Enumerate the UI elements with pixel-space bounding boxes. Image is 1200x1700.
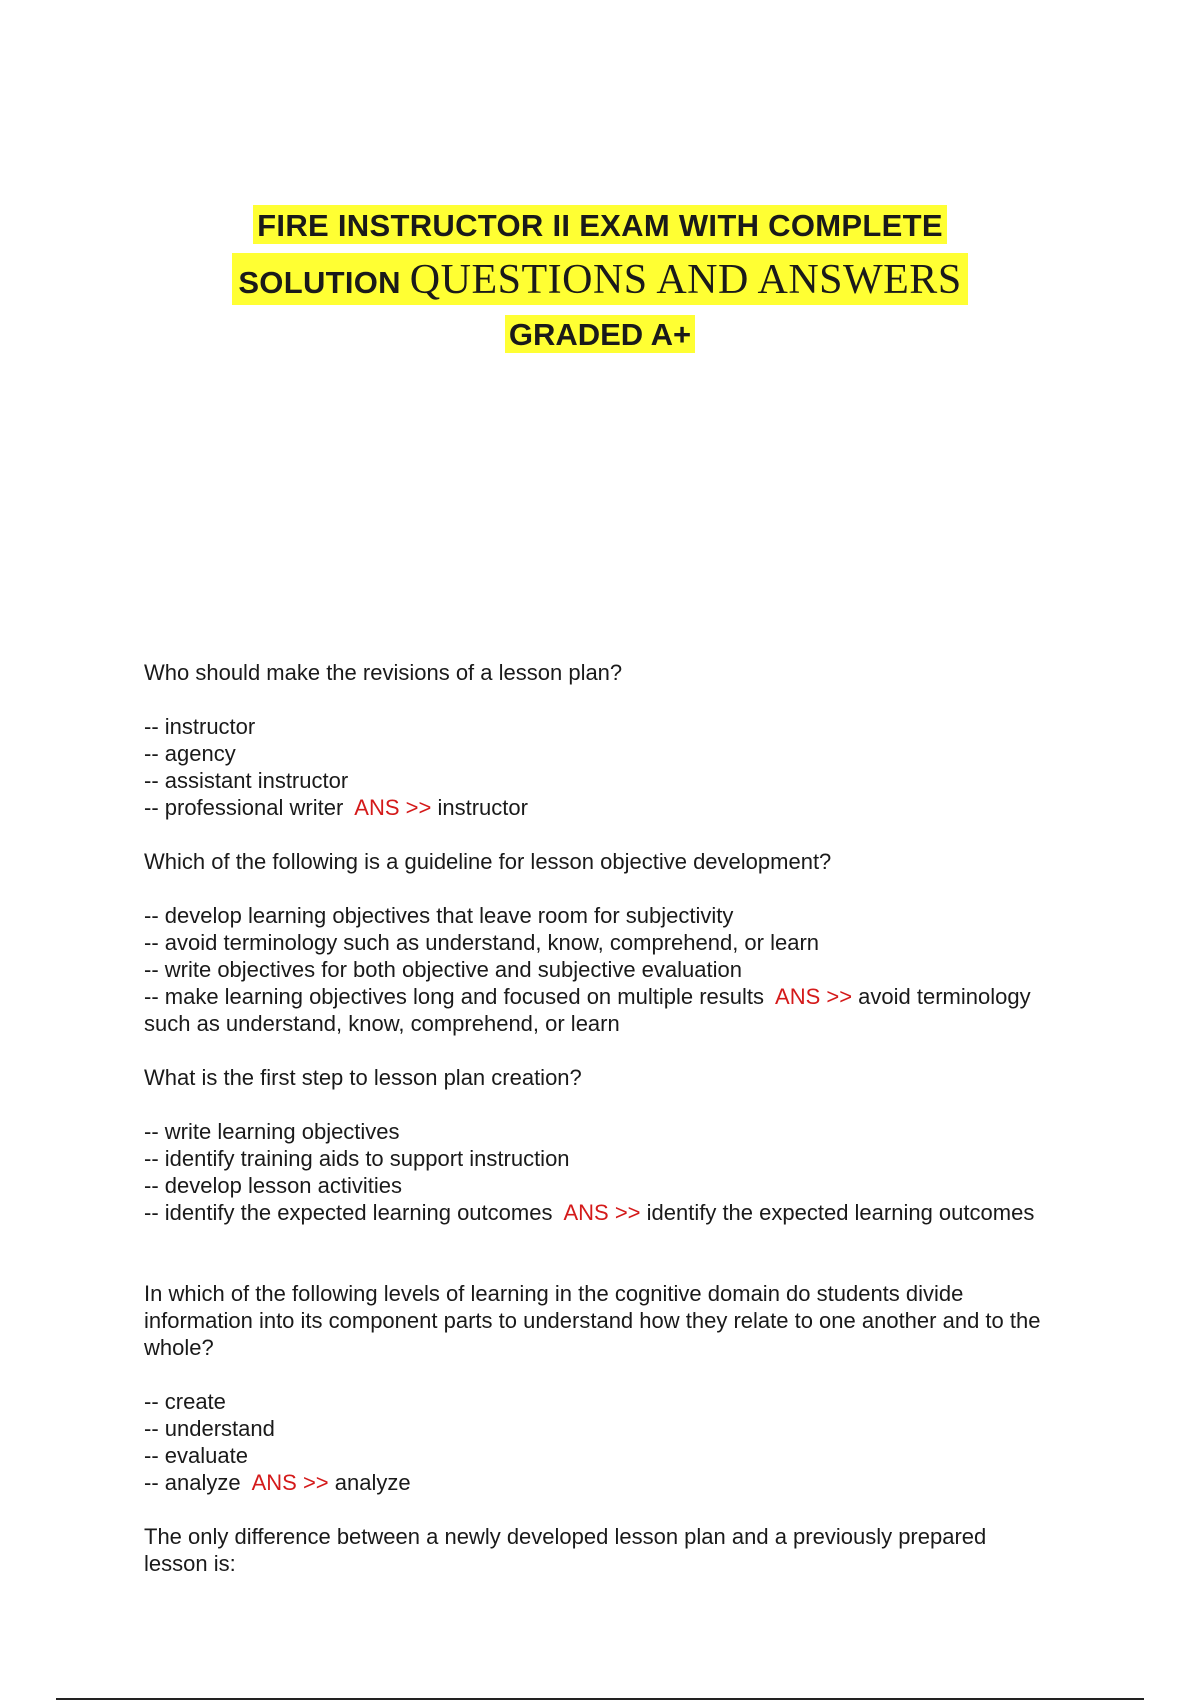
title-line-2-serif: QUESTIONS AND ANSWERS	[409, 257, 962, 303]
correct-answer: analyze	[328, 1470, 411, 1495]
correct-answer: instructor	[431, 795, 528, 820]
answer-label: ANS >>	[563, 1200, 641, 1225]
qa-block-1	[144, 659, 1044, 821]
answer-option: -- agency	[144, 741, 236, 766]
qa-block-2	[144, 848, 1044, 1037]
answer-option-with-answer	[144, 1469, 1044, 1496]
qa-block-3	[144, 1064, 1044, 1226]
answer-option: -- understand	[144, 1416, 275, 1441]
answer-option: -- identify the expected learning outcomes	[144, 1200, 564, 1225]
question-text: Who should make the revisions of a lesson plan?	[144, 660, 623, 685]
answer-option: -- write objectives for both objective and subjective evaluation	[144, 957, 742, 982]
answer-option-with-answer	[144, 983, 1044, 1037]
answer-option: -- write learning objectives	[144, 1119, 400, 1144]
answer-option: -- develop lesson activities	[144, 1173, 403, 1198]
answer-option-with-answer	[144, 1199, 1044, 1226]
question-text: Which of the following is a guideline for lesson objective development?	[144, 849, 832, 874]
answer-option: -- instructor	[144, 714, 256, 739]
document-title	[0, 205, 1200, 353]
correct-answer: avoid terminology such as understand, know, comprehend, or learn	[144, 984, 1037, 1036]
answer-option: -- professional writer	[144, 795, 355, 820]
answer-option: -- make learning objectives long and focused on multiple results	[144, 984, 776, 1009]
answer-option: -- identify training aids to support instruction	[144, 1146, 570, 1171]
question-text: The only difference between a newly developed lesson plan and a previously prepared lesson is:	[144, 1524, 993, 1576]
question-text: In which of the following levels of learning in the cognitive domain do students divide information into its component parts to understand how they relate to one another and to the whole?	[144, 1281, 1047, 1360]
answer-option-with-answer	[144, 794, 1044, 821]
question-text: What is the first step to lesson plan creation?	[144, 1065, 582, 1090]
correct-answer: identify the expected learning outcomes	[640, 1200, 1035, 1225]
qa-block-5	[144, 1523, 1044, 1604]
answer-label: ANS >>	[354, 795, 432, 820]
answer-label: ANS >>	[775, 984, 853, 1009]
qa-block-4	[144, 1280, 1047, 1496]
answer-option: -- create	[144, 1389, 226, 1414]
answer-option: -- assistant instructor	[144, 768, 349, 793]
answer-option: -- avoid terminology such as understand, know, comprehend, or learn	[144, 930, 820, 955]
answer-option: -- analyze	[144, 1470, 252, 1495]
answer-option: -- develop learning objectives that leave room for subjectivity	[144, 903, 734, 928]
title-line-2-sans: SOLUTION	[238, 265, 410, 300]
title-line-1: FIRE INSTRUCTOR II EXAM WITH COMPLETE	[253, 205, 947, 244]
title-line-3: GRADED A+	[505, 315, 695, 353]
title-line-2	[232, 253, 967, 305]
answer-label: ANS >>	[251, 1470, 329, 1495]
answer-option: -- evaluate	[144, 1443, 248, 1468]
